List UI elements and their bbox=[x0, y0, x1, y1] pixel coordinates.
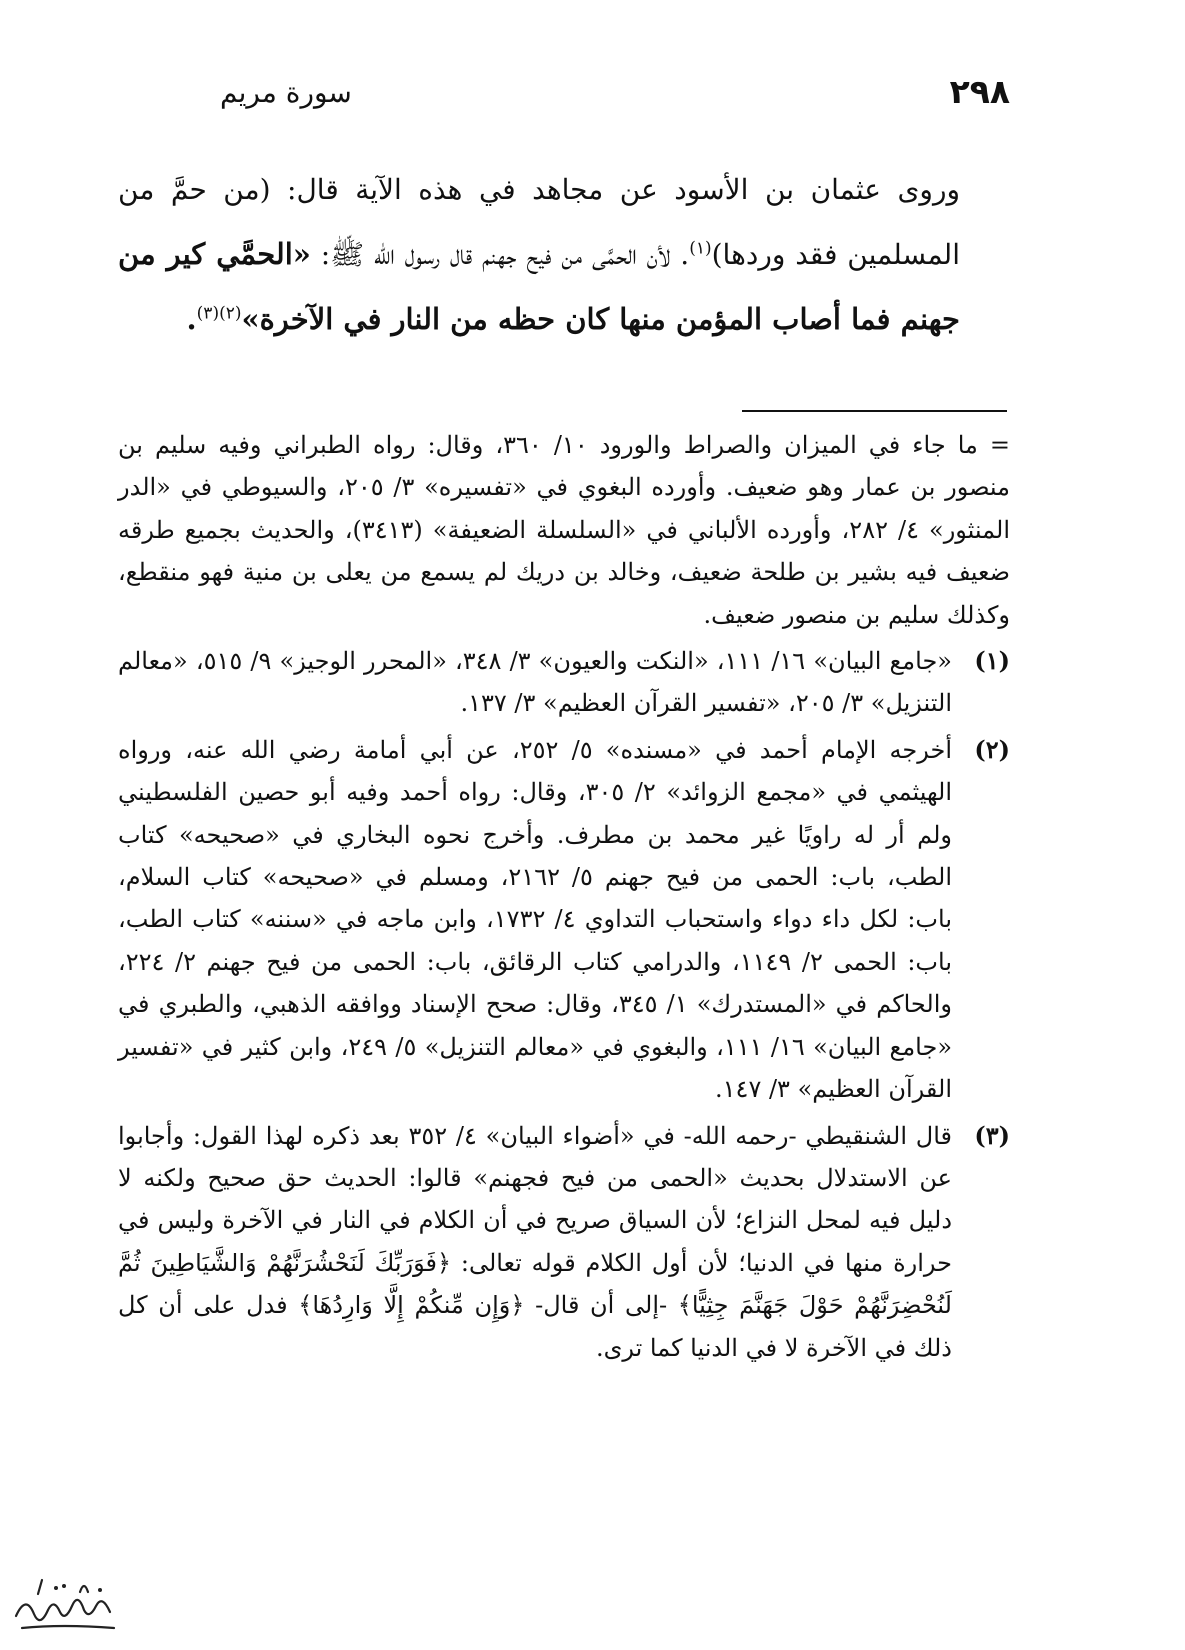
footnote-number: (١) bbox=[974, 646, 1010, 676]
footnote-divider bbox=[742, 410, 1007, 412]
footnote-2 bbox=[118, 729, 1010, 1111]
footnote-number: (٣) bbox=[974, 1120, 1010, 1150]
page-header bbox=[150, 70, 1010, 120]
footnote-ref-1: (١) bbox=[689, 238, 712, 259]
footnote-3 bbox=[118, 1115, 1010, 1369]
footnote-text: «جامع البيان» ١٦/ ١١١، «النكت والعيون» ٣/ ٣٤٨، «المحرر الوجيز» ٩/ ٥١٥، «معالم التنزيل» ٣/ ٢٠٥، «تفسير القرآن العظيم» ٣/ ١٣٧. bbox=[118, 647, 952, 718]
footnote-3-text-before: قال الشنقيطي -رحمه الله- في «أضواء البيان» ٤/ ٣٥٢ بعد ذكره لهذا القول: وأجابوا عن الاستدلال بحديث «الحمى من فيح فجهنم» قالوا: الحديث حق صحيح ولكنه لا دليل فيه لمحل النزاع؛ لأن السياق صريح في أن الكلام في النار في الآخرة وليس في حرارة منها في الدنيا؛ لأن أول الكلام قوله تعالى: bbox=[118, 1121, 953, 1277]
main-paragraph bbox=[118, 158, 1010, 352]
quran-verse-1: ﴿فَوَرَبِّكَ لَنَحْشُرَنَّهُمْ وَالشَّيَاطِينَ ثُمَّ لَنُحْضِرَنَّهُمْ حَوْلَ جَهَنَّمَ جِثِيًّا﴾ bbox=[118, 1248, 952, 1320]
footnote-ref-2-3: (٢)(٣) bbox=[196, 303, 242, 324]
footnote-text bbox=[118, 1115, 952, 1369]
footnote-number: (٢) bbox=[974, 734, 1010, 764]
main-text bbox=[118, 158, 1010, 352]
footnotes bbox=[118, 424, 1010, 1373]
hadith-quote: «الحمَّي كير من جهنم فما أصاب المؤمن منها كان حظه من النار في الآخرة» bbox=[118, 237, 960, 336]
surah-title: سورة مريم bbox=[220, 76, 352, 109]
library-stamp bbox=[8, 1572, 128, 1640]
footnote-1 bbox=[118, 640, 1010, 725]
footnote-continuation: = ما جاء في الميزان والصراط والورود ١٠/ ٣٦٠، وقال: رواه الطبراني وفيه سليم بن منصور بن عمار وهو ضعيف. وأورده البغوي في «تفسيره» ٣/ ٢٠٥، والسيوطي في «الدر المنثور» ٤/ ٢٨٢، وأورده الألباني في «السلسلة الضعيفة» (٣٤١٣)، والحديث بجميع طرقه ضعيف فيه بشير بن طلحة ضعيف، وخالد بن دريك لم يسمع من يعلى بن منية فهو منقطع، وكذلك سليم بن منصور ضعيف. bbox=[118, 431, 1011, 629]
quran-verse-2: ﴿وَإِن مِّنكُمْ إِلَّا وَارِدُهَا﴾ bbox=[298, 1291, 525, 1320]
hadith-end: . bbox=[186, 302, 197, 336]
footnote-3-text-mid: -إلى أن قال- bbox=[535, 1291, 668, 1320]
page-number: ٢٩٨ bbox=[949, 72, 1010, 111]
main-text-part2: . لأن الحمَّى من فيح جهنم قال رسول الله ﷺ: bbox=[320, 238, 690, 271]
main-text-part1: وروى عثمان بن الأسود عن مجاهد في هذه الآية قال: (من حمَّ من المسلمين فقد وردها) bbox=[118, 173, 960, 271]
footnote-text: أخرجه الإمام أحمد في «مسنده» ٥/ ٢٥٢، عن أبي أمامة رضي الله عنه، ورواه الهيثمي في «مجمع الزوائد» ٢/ ٣٠٥، وقال: رواه أحمد وفيه أبو حصين الفلسطيني ولم أر له راويًا غير محمد بن مطرف. وأخرج نحوه البخاري في «صحيحه» كتاب الطب، باب: الحمى من فيح جهنم ٥/ ٢١٦٢، ومسلم في «صحيحه» كتاب السلام، باب: لكل داء دواء واستحباب التداوي ٤/ ١٧٣٢، وابن ماجه في «سننه» كتاب الطب، باب: الحمى ٢/ ١١٤٩، والدرامي كتاب الرقائق، باب: الحمى من فيح جهنم ٢/ ٢٢٤، والحاكم في «المستدرك» ١/ ٣٤٥، وقال: صحح الإسناد ووافقه الذهبي، والطبري في «جامع البيان» ١٦/ ١١١، والبغوي في «معالم التنزيل» ٥/ ٢٤٩، وابن كثير في «تفسير القرآن العظيم» ٣/ ١٤٧. bbox=[118, 735, 953, 1104]
footnote-3-text-after: فدل على أن كل ذلك في الآخرة لا في الدنيا كما ترى. bbox=[118, 1291, 952, 1362]
